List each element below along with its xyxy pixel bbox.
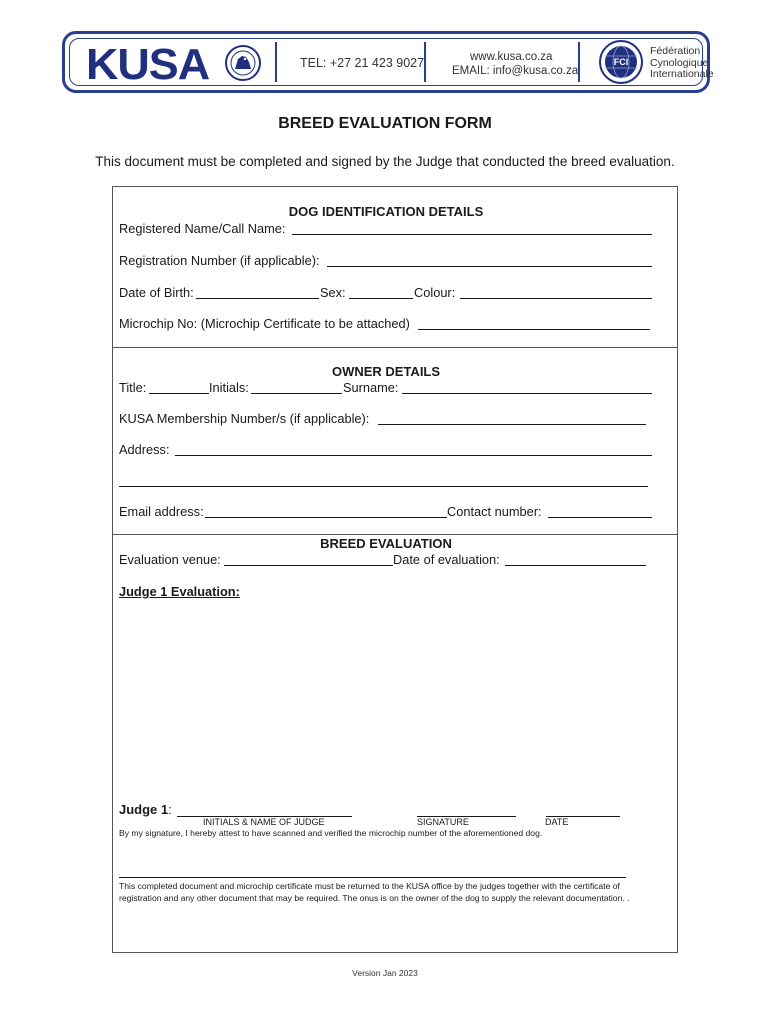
date-caption: DATE [545,817,569,827]
evaluation-section-title: BREED EVALUATION [320,536,452,551]
address-label: Address: [119,442,170,457]
email-field[interactable] [205,517,447,518]
form-title: BREED EVALUATION FORM [278,115,492,132]
title-label: Title: [119,380,147,395]
initials-label: Initials: [209,380,249,395]
registered-name-field[interactable] [292,234,652,235]
sex-label: Sex: [320,285,346,300]
fci-label-line: Cynologique [650,56,709,69]
venue-label: Evaluation venue: [119,552,221,567]
return-note-divider [119,877,626,878]
version-label: Version Jan 2023 [352,968,418,978]
form-intro: This document must be completed and signed by the Judge that conducted the breed evaluation. [95,154,675,169]
judge-evaluation-heading: Judge 1 Evaluation: [119,584,240,599]
venue-field[interactable] [224,565,393,566]
evaluation-date-label: Date of evaluation: [393,552,500,567]
fci-label-line: Fédération [650,45,701,57]
membership-label: KUSA Membership Number/s (if applicable): [119,411,370,426]
contact-label: Contact number: [447,504,542,519]
header-telephone: TEL: +27 21 423 9027 [300,56,425,70]
sex-field[interactable] [349,298,413,299]
email-label: Email address: [119,504,204,519]
initials-caption: INITIALS & NAME OF JUDGE [203,817,325,827]
header-separator [424,42,426,82]
header-separator [578,42,580,82]
membership-field[interactable] [378,424,646,425]
header-email: EMAIL: info@kusa.co.za [452,65,579,77]
surname-field[interactable] [402,393,652,394]
evaluation-date-field[interactable] [505,565,646,566]
microchip-field[interactable] [418,329,650,330]
owner-section-title: OWNER DETAILS [331,364,441,379]
title-field[interactable] [149,393,209,394]
signature-caption: SIGNATURE [417,817,469,827]
judge-signoff-label [119,802,172,817]
contact-field[interactable] [548,517,652,518]
microchip-label: Microchip No: (Microchip Certificate to be attached) [119,316,410,331]
registered-name-label: Registered Name/Call Name: [119,221,286,236]
kusa-emblem-icon [224,44,262,82]
colour-field[interactable] [460,298,652,299]
registration-number-label: Registration Number (if applicable): [119,253,320,268]
address-field[interactable] [175,455,652,456]
surname-label: Surname: [343,380,399,395]
judge-evaluation-area[interactable] [119,604,659,794]
registration-number-field[interactable] [327,266,652,267]
address-field-line-2[interactable] [119,486,648,487]
fci-label [650,46,714,81]
attest-statement: By my signature, I hereby attest to have scanned and verified the microchip number of the aforementioned dog. [119,828,543,838]
judge-label: Judge 1 [119,802,169,817]
initials-field[interactable] [251,393,342,394]
section-divider [112,347,678,348]
header-separator [275,42,277,82]
header-website: www.kusa.co.za [470,51,553,63]
fci-label-line: Internationale [650,68,714,80]
judge-label-colon: : [168,802,172,817]
section-divider [112,534,678,535]
colour-label: Colour: [414,285,456,300]
dog-section-title: DOG IDENTIFICATION DETAILS [288,204,484,219]
date-of-birth-label: Date of Birth: [119,285,194,300]
fci-badge-text: FCI [613,57,629,67]
kusa-logo: KUSA [86,40,210,89]
date-of-birth-field[interactable] [196,298,319,299]
return-note: This completed document and microchip certificate must be returned to the KUSA office by the judges together with the certificate of registration and any other document that may be required. The onus is on the owner of the dog to supply the relevant documentation. . [119,881,630,903]
